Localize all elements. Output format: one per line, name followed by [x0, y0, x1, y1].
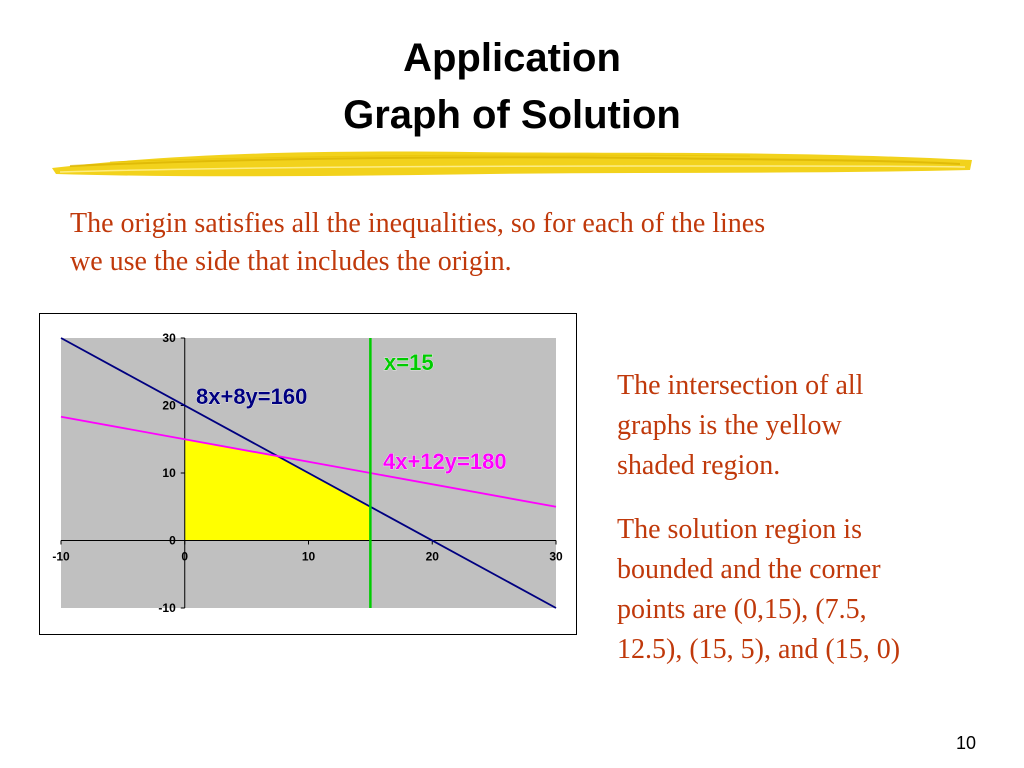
- x-tick-label: 0: [181, 549, 189, 564]
- solution-graph: [39, 313, 577, 635]
- label-x-15: x=15: [384, 350, 434, 375]
- slide-title-line-1: Application: [403, 36, 621, 80]
- corner-points-line-4: 12.5), (15, 5), and (15, 0): [617, 634, 901, 665]
- slide-title-line-2: Graph of Solution: [343, 93, 681, 137]
- label-4x-12y-180: 4x+12y=180: [383, 449, 507, 474]
- intersection-paragraph: [617, 366, 977, 486]
- corner-points-line-2: bounded and the corner: [617, 554, 881, 585]
- corner-points-line-3: points are (0,15), (7.5,: [617, 594, 867, 625]
- page-number: 10: [955, 733, 976, 753]
- y-tick-label: 30: [162, 331, 176, 345]
- corner-points-paragraph: [617, 510, 977, 670]
- y-tick-label: -10: [158, 601, 176, 615]
- intro-line-2: we use the side that includes the origin.: [70, 246, 512, 277]
- intersection-line-2: graphs is the yellow: [617, 410, 842, 441]
- y-tick-label: 0: [169, 533, 176, 548]
- solution-graph-svg: [40, 314, 576, 634]
- y-tick-label: 20: [162, 398, 176, 413]
- intersection-line-3: shaded region.: [617, 450, 781, 481]
- x-tick-label: 20: [425, 549, 439, 564]
- x-tick-label: 30: [549, 549, 563, 564]
- label-8x-8y-160: 8x+8y=160: [196, 384, 308, 409]
- decorative-highlight-stroke: [50, 140, 975, 185]
- corner-points-line-1: The solution region is: [617, 514, 862, 545]
- intersection-line-1: The intersection of all: [617, 370, 864, 401]
- y-tick-label: 10: [162, 466, 176, 480]
- x-tick-label: -10: [52, 549, 70, 564]
- intro-line-1: The origin satisfies all the inequalities, so for each of the lines: [70, 208, 766, 239]
- intro-paragraph: [70, 205, 950, 281]
- x-tick-label: 10: [301, 549, 316, 564]
